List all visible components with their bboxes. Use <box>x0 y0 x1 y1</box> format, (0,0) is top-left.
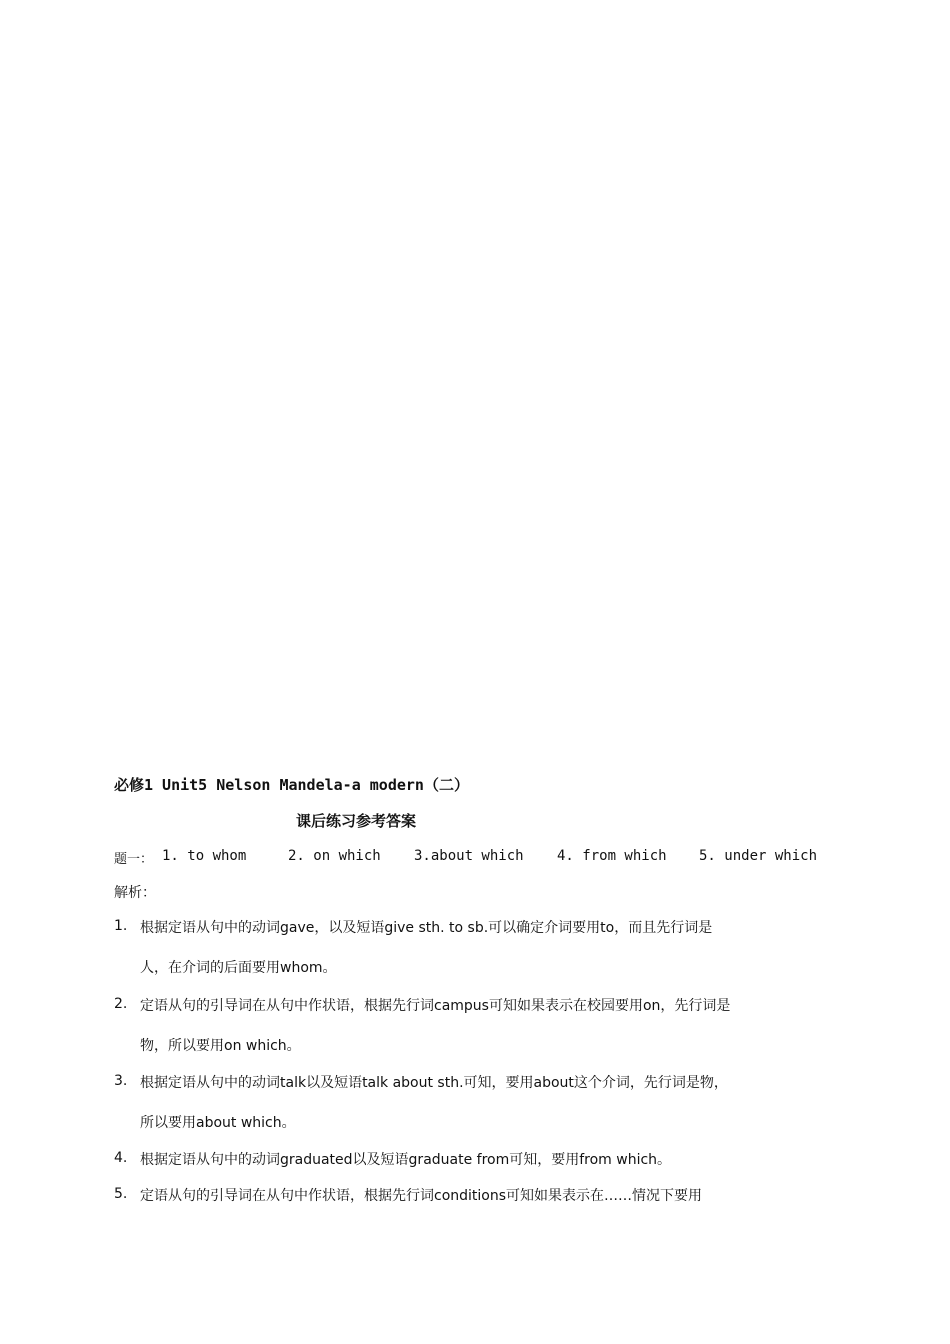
item-line: 根据定语从句中的动词graduated以及短语graduate from可知，要用from which。 <box>140 1152 672 1168</box>
item-line: 定语从句的引导词在从句中作状语，根据先行词conditions可知如果表示在……情况下要用 <box>140 1188 703 1204</box>
analysis-item-4 <box>114 1150 854 1190</box>
item-line: 物，所以要用on which。 <box>140 1038 301 1054</box>
document-subtitle: 课后练习参考答案 <box>296 812 417 830</box>
document-title: 必修1 Unit5 Nelson Mandela-a modern（二） <box>114 776 469 794</box>
analysis-item-3 <box>114 1073 854 1153</box>
answer-1: 1. to whom <box>162 848 247 864</box>
analysis-item-2 <box>114 996 854 1076</box>
answer-2: 2. on which <box>288 848 381 864</box>
item-line: 人，在介词的后面要用whom。 <box>140 960 337 976</box>
item-line: 根据定语从句中的动词talk以及短语talk about sth.可知，要用about这个介词，先行词是物， <box>140 1075 728 1091</box>
question-label: 题一： <box>114 852 154 867</box>
analysis-label: 解析： <box>114 885 156 901</box>
analysis-item-1 <box>114 918 854 998</box>
item-number: 3. <box>114 1073 128 1089</box>
item-number: 4. <box>114 1150 128 1166</box>
analysis-item-5 <box>114 1186 854 1226</box>
answer-4: 4. from which <box>557 848 667 864</box>
item-number: 5. <box>114 1186 128 1202</box>
item-line: 所以要用about which。 <box>140 1115 296 1131</box>
item-number: 1. <box>114 918 128 934</box>
item-number: 2. <box>114 996 128 1012</box>
answer-5: 5. under which <box>699 848 818 864</box>
answer-3: 3.about which <box>414 848 524 864</box>
answers-row <box>114 848 818 867</box>
item-line: 定语从句的引导词在从句中作状语，根据先行词campus可知如果表示在校园要用on，先行词是 <box>140 998 731 1014</box>
item-line: 根据定语从句中的动词gave，以及短语give sth. to sb.可以确定介词要用to，而且先行词是 <box>140 920 713 936</box>
